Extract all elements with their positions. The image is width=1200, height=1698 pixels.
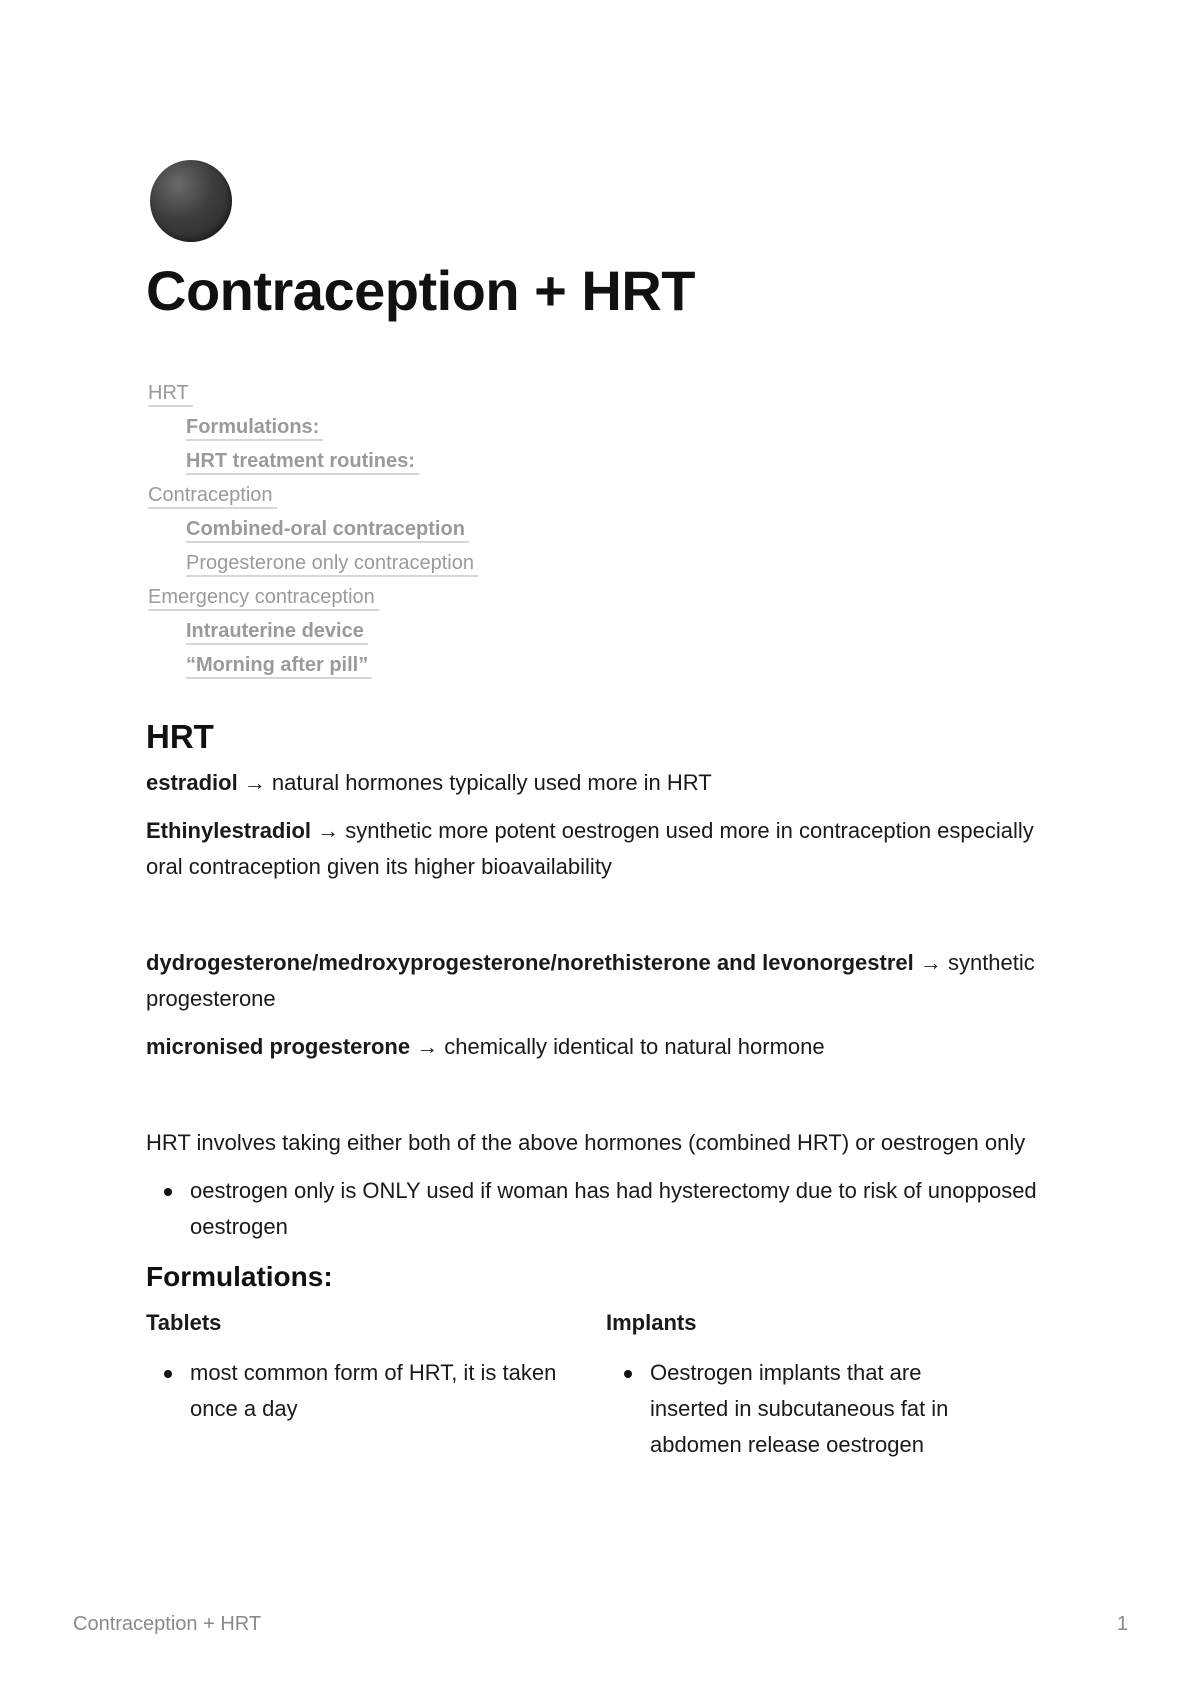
paragraph [146,945,1066,1017]
paragraph: HRT involves taking either both of the above hormones (combined HRT) or oestrogen only [146,1130,1026,1155]
toc-link-label: Combined-oral contraception [186,518,469,543]
paragraph [146,765,1066,801]
toc-link[interactable] [148,584,748,618]
list-item: oestrogen only is ONLY used if woman has had hysterectomy due to risk of unopposed oestrogen [190,1173,1066,1245]
toc-link-label: Emergency contraception [148,586,379,611]
bullet-list [146,1173,1066,1245]
term-estradiol: estradiol [146,770,238,795]
bullet-list [146,1355,606,1427]
toc-link-label: “Morning after pill” [186,654,372,679]
toc-link-label: Contraception [148,484,277,509]
term-progestogens: dydrogesterone/medroxyprogesterone/norethisterone and levonorgestrel [146,950,914,975]
toc-link-label: HRT [148,382,193,407]
term-micronised-progesterone: micronised progesterone [146,1034,411,1059]
column-tablets [146,1305,606,1475]
page-number: 1 [1116,1613,1128,1635]
toc-link[interactable] [148,448,748,482]
paragraph [146,813,1066,885]
toc-link[interactable] [148,516,748,550]
toc-link-label: HRT treatment routines: [186,450,419,475]
toc-link-label: Intrauterine device [186,620,368,645]
page-content [146,715,1066,1475]
toc-link[interactable] [148,414,748,448]
page-title: Contraception + HRT [146,259,695,322]
toc-link[interactable] [148,550,748,584]
column-heading: Implants [606,1310,697,1335]
paragraph [146,1029,1066,1065]
term-ethinylestradiol: Ethinylestradiol [146,818,312,843]
column-heading: Tablets [146,1310,222,1335]
list-item: Oestrogen implants that are inserted in subcutaneous fat in abdomen release oestrogen [650,1355,990,1463]
toc-link[interactable] [148,652,748,686]
section-heading-hrt: HRT [146,718,214,755]
toc-link[interactable] [148,380,748,414]
toc-link-label: Progesterone only contraception [186,552,478,577]
definition-text: → chemically identical to natural hormone [410,1034,825,1059]
table-of-contents [148,380,748,686]
column-implants [606,1305,1066,1475]
list-item: most common form of HRT, it is taken once a day [190,1355,570,1427]
formulations-columns [146,1305,1066,1475]
definition-text: → synthetic more potent oestrogen used more in contraception especially oral contraception given its higher bioavailability [146,818,1034,879]
toc-link[interactable] [148,618,748,652]
definition-text: → natural hormones typically used more in HRT [237,770,712,795]
footer-title: Contraception + HRT [73,1613,262,1635]
bullet-list [606,1355,1066,1463]
toc-link-label: Formulations: [186,416,323,441]
definition-text: → synthetic progesterone [146,950,1035,1011]
toc-link[interactable] [148,482,748,516]
section-heading-formulations: Formulations: [146,1261,333,1292]
page-icon [150,160,232,242]
